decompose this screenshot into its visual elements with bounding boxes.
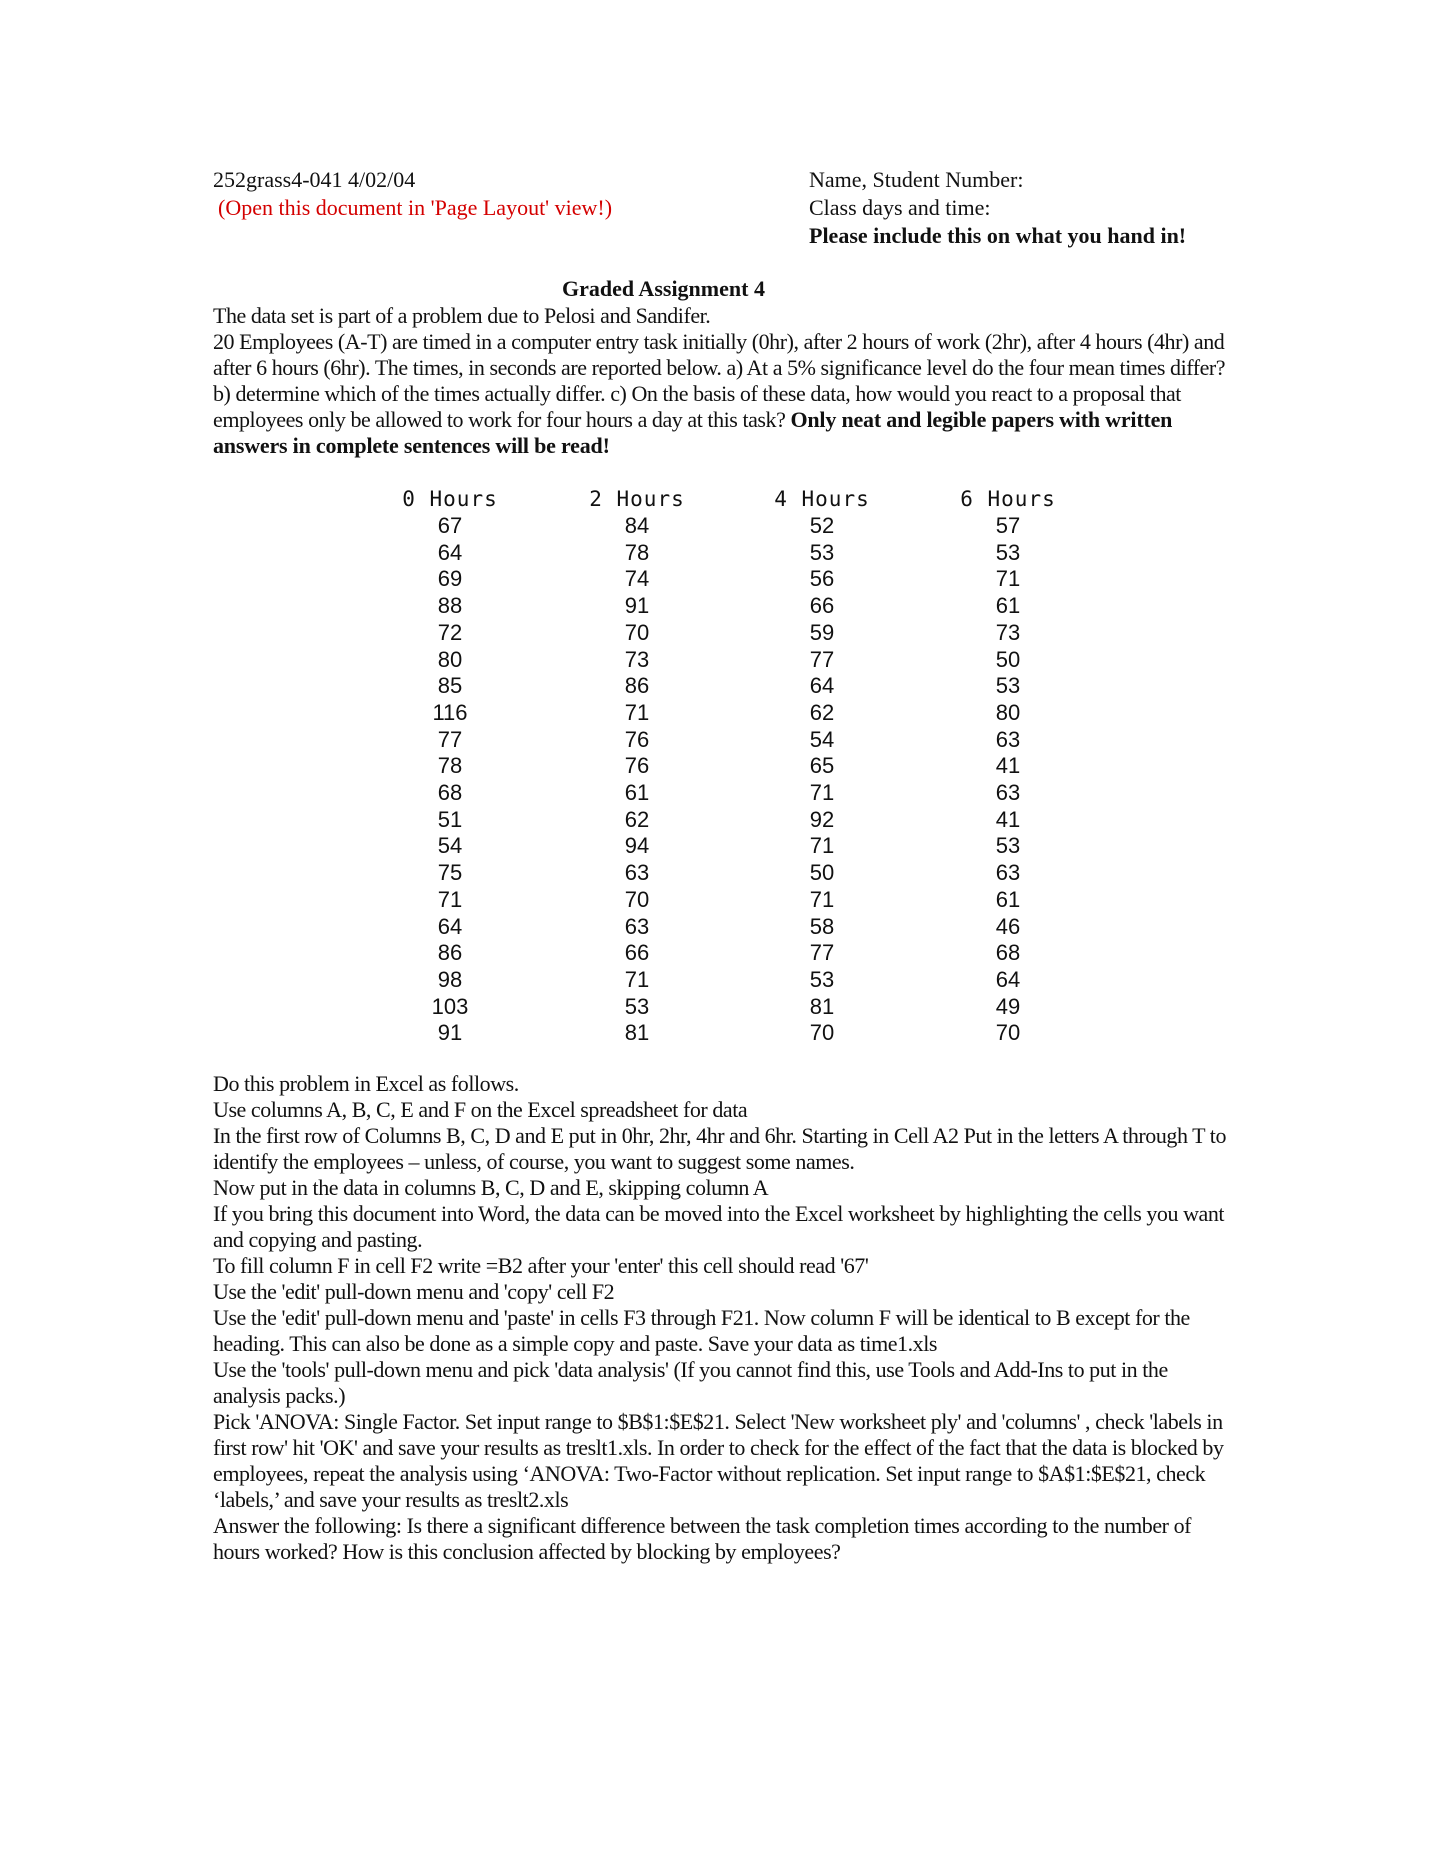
excel-instructions [213,1071,1233,1565]
table-cell: 57 [995,513,1021,538]
table-cell: 54 [809,726,835,752]
table-cell: 64 [809,673,835,699]
table-cell: 77 [809,940,835,966]
legibility-note: Only neat and legible papers with written answers in complete sentences will be read! [213,407,1173,458]
table-cell: 63 [995,726,1021,752]
column-header: 0 Hours [402,487,498,511]
table-cell: 74 [624,566,650,592]
table-cell: 71 [809,833,835,859]
table-cell: 61 [995,886,1021,912]
header-left [213,166,612,222]
data-column [938,486,1078,1047]
table-cell: 85 [437,673,463,699]
table-cell: 50 [809,860,835,886]
table-cell: 49 [995,993,1021,1019]
table-cell: 72 [437,619,463,645]
table-cell: 70 [624,886,650,912]
name-student-number-label: Name, Student Number: [809,167,1024,192]
instruction-line: If you bring this document into Word, the data can be moved into the Excel worksheet by highlighting the cells you want and copying and pasting. [213,1201,1225,1252]
intro-text: 20 Employees (A-T) are timed in a computer entry task initially (0hr), after 2 hours of work (2hr), after 4 hours (4hr) and after 6 hours (6hr). The times, in seconds are reported below. a) At a 5% significance level do the four mean times differ? b) determine which of the times actually differ. c) On the basis of these data, how would you react to a proposal that employees only be allowed to work for four hours a day at this task? [213,329,1226,432]
table-cell: 71 [809,780,835,806]
include-note: Please include this on what you hand in! [809,223,1187,248]
table-cell: 59 [809,619,835,645]
table-cell: 61 [624,780,650,806]
table-cell: 116 [432,699,468,725]
table-cell: 62 [624,806,650,832]
table-cell: 70 [624,619,650,645]
table-cell: 56 [809,566,835,592]
instruction-line: Pick 'ANOVA: Single Factor. Set input range to $B$1:$E$21. Select 'New worksheet ply' and 'columns' , check 'labels in first row' hit 'OK' and save your results as treslt1.xls. In order to check for the effect of the fact that the data is blocked by employees, repeat the analysis using ‘ANOVA: Two-Factor without replication. Set input range to $A$1:$E$21, check ‘labels,’ and save your results as treslt2.xls [213,1409,1224,1512]
table-cell: 71 [809,886,835,912]
table-cell: 53 [624,993,650,1019]
table-cell: 80 [995,699,1021,725]
table-cell: 65 [809,753,835,779]
table-cell: 61 [995,593,1021,619]
table-cell: 62 [809,699,835,725]
table-cell: 91 [437,1020,463,1046]
table-cell: 63 [995,860,1021,886]
table-cell: 70 [995,1020,1021,1046]
table-cell: 52 [809,513,835,538]
table-cell: 71 [437,886,463,912]
table-cell: 53 [995,673,1021,699]
table-cell: 53 [809,966,835,992]
table-cell: 51 [437,806,463,832]
table-cell: 68 [437,780,463,806]
table-cell: 78 [624,539,650,565]
data-column [752,486,892,1047]
table-cell: 70 [809,1020,835,1046]
table-cell: 81 [809,993,835,1019]
table-cell: 91 [624,593,650,619]
problem-statement [213,303,1233,459]
column-header: 6 Hours [960,487,1056,511]
table-cell: 71 [624,699,650,725]
table-cell: 76 [624,753,650,779]
table-cell: 66 [624,940,650,966]
intro-line-1: The data set is part of a problem due to Pelosi and Sandifer. [213,303,711,328]
table-cell: 94 [624,833,650,859]
table-cell: 86 [437,940,463,966]
table-cell: 67 [437,513,463,538]
view-note: (Open this document in 'Page Layout' view!) [218,195,613,220]
table-cell: 64 [995,966,1021,992]
table-cell: 75 [437,860,463,886]
table-cell: 50 [995,646,1021,672]
data-column [380,486,520,1047]
table-cell: 103 [431,993,469,1019]
instruction-line: In the first row of Columns B, C, D and E put in 0hr, 2hr, 4hr and 6hr. Starting in Cell A2 Put in the letters A through T to identify the employees – unless, of course, you want to suggest some names. [213,1123,1227,1174]
table-cell: 63 [624,913,650,939]
intro-body [213,329,1233,459]
table-cell: 73 [624,646,650,672]
table-cell: 86 [624,673,650,699]
table-cell: 58 [809,913,835,939]
data-column [567,486,707,1047]
table-cell: 71 [995,566,1021,592]
table-cell: 53 [995,539,1021,565]
table-cell: 46 [995,913,1021,939]
instruction-line: Use columns A, B, C, E and F on the Excel spreadsheet for data [213,1097,748,1122]
table-cell: 84 [624,513,650,538]
table-cell: 41 [995,806,1021,832]
table-cell: 63 [995,780,1021,806]
table-cell: 73 [995,619,1021,645]
table-cell: 68 [995,940,1021,966]
table-cell: 80 [437,646,463,672]
table-cell: 98 [437,966,463,992]
instruction-line: Do this problem in Excel as follows. [213,1071,519,1096]
class-days-label: Class days and time: [809,195,991,220]
table-cell: 77 [809,646,835,672]
instruction-line: Answer the following: Is there a significant difference between the task completion times according to the number of hours worked? How is this conclusion affected by blocking by employees? [213,1513,1192,1564]
column-header: 2 Hours [589,487,685,511]
table-cell: 53 [809,539,835,565]
table-cell: 54 [437,833,463,859]
table-cell: 69 [437,566,463,592]
table-cell: 77 [437,726,463,752]
instruction-line: Now put in the data in columns B, C, D and E, skipping column A [213,1175,769,1200]
column-header: 4 Hours [774,487,870,511]
table-cell: 71 [624,966,650,992]
instruction-line: Use the 'edit' pull-down menu and 'copy' cell F2 [213,1279,615,1304]
instruction-line: Use the 'edit' pull-down menu and 'paste' in cells F3 through F21. Now column F will be identical to B except for the heading. This can also be done as a simple copy and paste. Save your data as time1.xls [213,1305,1190,1356]
table-cell: 66 [809,593,835,619]
table-cell: 88 [437,593,463,619]
table-cell: 76 [624,726,650,752]
table-cell: 41 [995,753,1021,779]
table-cell: 64 [437,913,463,939]
table-cell: 78 [437,753,463,779]
document-id: 252grass4-041 4/02/04 [213,167,416,192]
table-cell: 53 [995,833,1021,859]
instruction-line: To fill column F in cell F2 write =B2 after your 'enter' this cell should read '67' [213,1253,869,1278]
table-cell: 64 [437,539,463,565]
instruction-line: Use the 'tools' pull-down menu and pick 'data analysis' (If you cannot find this, use Tools and Add-Ins to put in the analysis packs.) [213,1357,1168,1408]
header-right [809,166,1186,250]
assignment-title: Graded Assignment 4 [562,276,765,301]
table-cell: 63 [624,860,650,886]
table-cell: 81 [624,1020,650,1046]
table-cell: 92 [809,806,835,832]
